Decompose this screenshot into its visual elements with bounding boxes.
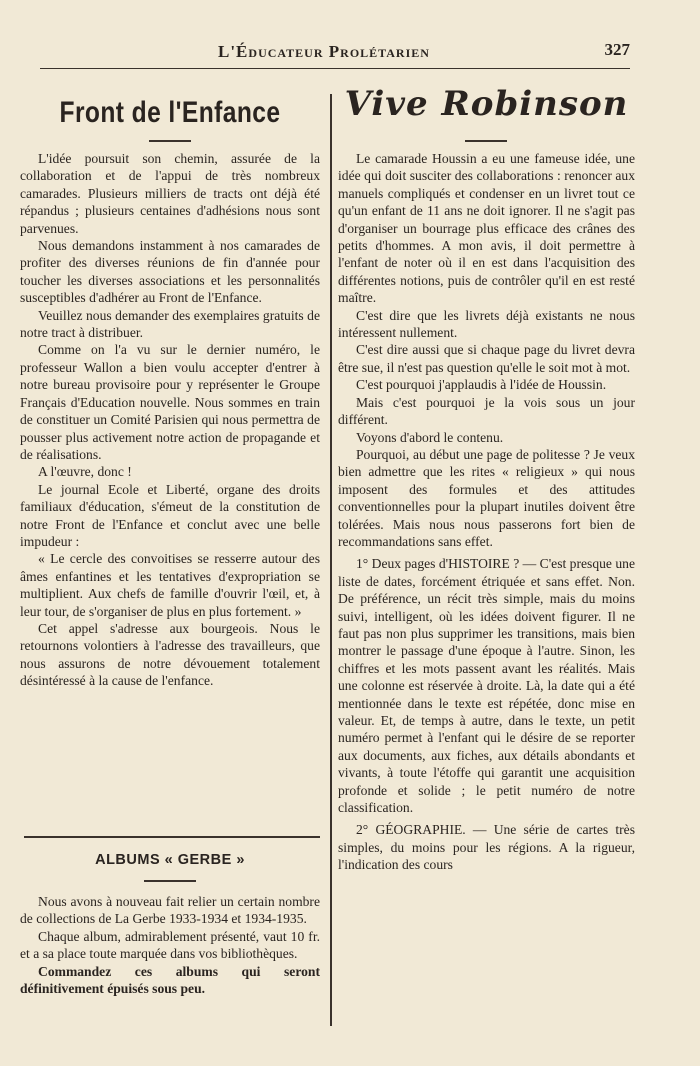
paragraph: Nous demandons instamment à nos camarades de profiter des diverses réunions de fin d'année pour toucher les diverses associations et les personnalités susceptibles d'adhérer au Front de l'Enfance.: [20, 238, 320, 306]
paragraph: 1° Deux pages d'HISTOIRE ? — C'est presque une liste de dates, forcément étriquée et sans effet. Non. De préférence, un récit très simple, mais du moins suivi, intelligent, où les idées doivent figurer. Il ne faut pas non plus supprimer les transitions, mais bien montrer le passage d'une époque à l'autre. Sinon, les chiffres et les mots passent avant les réalités. Mais une colonne est réservée à droite. Là, la date qui a été mentionnée dans le texte est répétée, donc mise en valeur. Et, de temps à autre, dans le texte, un petit numéro permet à l'enfant qui le désire de se reporter aux documents, aux fiches, aux détails abondants et vivants, à toute l'étoffe qui garantit une acquisition profonde et solide ; le petit numéro de notre classification.: [338, 556, 635, 816]
quotation: « Le cercle des convoitises se resserre autour des âmes enfantines et les tentatives d'expropriation se multiplient. Aux chefs de famille d'ouvrir l'œil, et, à leur tour, de s'organiser de plus en plus fortement. »: [20, 551, 320, 619]
running-header: [40, 38, 630, 69]
paragraph: Comme on l'a vu sur le dernier numéro, le professeur Wallon a bien voulu accepter d'entrer à notre bureau provisoire pour y représenter le Groupe Français d'Education nouvelle. Nous sommes en train de constituer un Comité Parisien qui nous permettra de pousser plus activement notre action de propagande et de réalisations.: [20, 342, 320, 462]
paragraph: 2° GÉOGRAPHIE. — Une série de cartes très simples, du moins pour les régions. A la rigueur, l'indication des cours: [338, 822, 635, 873]
left-article-title: Front de l'Enfance: [59, 96, 281, 129]
paragraph: Voyons d'abord le contenu.: [356, 429, 504, 445]
paragraph: Commandez ces albums qui seront définitivement épuisés sous peu.: [20, 963, 320, 997]
journal-title: L'Éducateur Prolétarien: [218, 42, 430, 61]
paragraph: Mais c'est pourquoi je la vois sous un jour différent.: [338, 394, 635, 428]
paragraph: Le journal Ecole et Liberté, organe des droits familiaux d'éducation, s'émeut de la constitution de notre Front de l'Enfance et conclut avec une belle impudeur :: [20, 481, 320, 549]
paragraph: C'est pourquoi j'applaudis à l'idée de Houssin.: [356, 377, 607, 393]
title-underline: [465, 140, 507, 142]
left-article-body: [20, 150, 320, 690]
page-number: 327: [604, 40, 630, 59]
title-underline: [149, 140, 191, 142]
paragraph: C'est dire aussi que si chaque page du livret devra être sue, il n'est pas question qu'elle le soit mot à mot.: [338, 342, 635, 375]
column-divider: [330, 94, 332, 1026]
albums-body: [20, 893, 320, 997]
paragraph: Nous avons à nouveau fait relier un certain nombre de collections de La Gerbe 1933-1934 et 1934-1935.: [20, 894, 320, 927]
right-article-title: Vive Robinson: [344, 84, 629, 124]
section-divider: [24, 836, 320, 838]
paragraph: Veuillez nous demander des exemplaires gratuits de notre tract à distribuer.: [20, 307, 320, 341]
paragraph: C'est dire que les livrets déjà existants ne nous intéressent nullement.: [338, 307, 635, 341]
paragraph: Pourquoi, au début une page de politesse ? Je veux bien admettre que les rites « religieux » qui nous imposent des formules et des attitudes conventionnelles pour la plupart inutiles doivent être tolérées. Mais nous nous passerons fort bien de recommandations sans effet.: [338, 446, 635, 549]
paragraph: L'idée poursuit son chemin, assurée de la collaboration et de l'appui de très nombreux camarades. Plusieurs milliers de tracts ont déjà été répandus ; plusieurs centaines d'adhésions nous sont parvenues.: [20, 151, 320, 236]
paragraph: Chaque album, admirablement présenté, vaut 10 fr. et a sa place toute marquée dans vos bibliothèques.: [20, 928, 320, 962]
paragraph: A l'œuvre, donc !: [38, 464, 132, 480]
right-article-body: [338, 150, 635, 874]
albums-heading: ALBUMS « GERBE »: [95, 852, 245, 868]
paragraph: Le camarade Houssin a eu une fameuse idée, une idée qui doit susciter des collaborations : renoncer aux manuels compliqués et condenser en un livret tout ce qu'un enfant de 11 ans ne doit ignorer. Il ne s'agit pas d'organiser un bourrage plus efficace des crânes des petits d'hommes. A mon avis, il doit permettre à l'enfant de noter où il en est dans l'acquisition des différentes notions, puis de contrôler qu'il en est resté maître.: [338, 151, 635, 306]
paragraph: Cet appel s'adresse aux bourgeois. Nous le retournons volontiers à l'adresse des travailleurs, que nous assurons de notre dévouement totalement désintéressé à la cause de l'enfance.: [20, 620, 320, 689]
heading-underline: [144, 880, 196, 882]
